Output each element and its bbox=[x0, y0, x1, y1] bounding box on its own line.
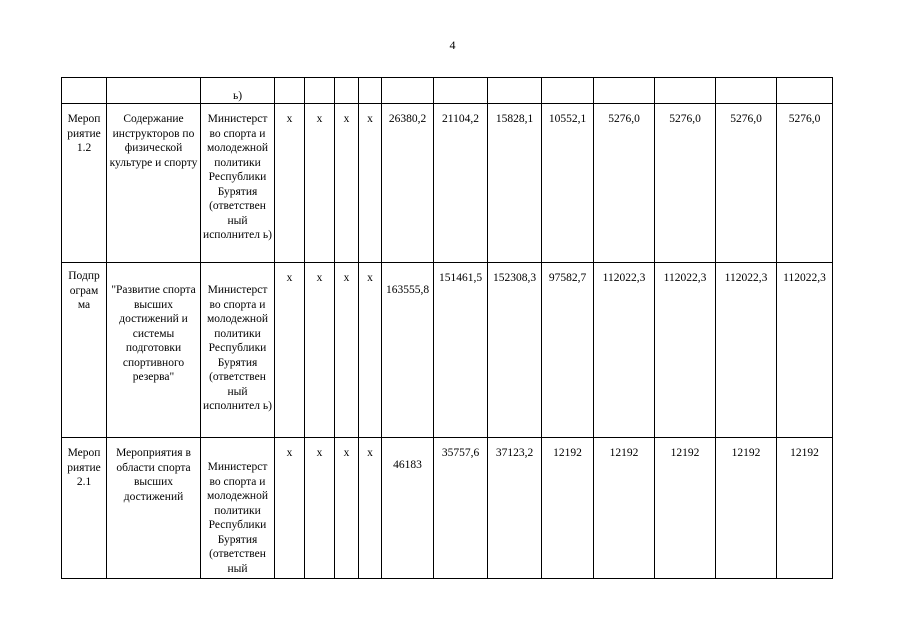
cell-code: Мероп риятие 2.1 bbox=[62, 438, 107, 579]
cell-year-3: 10552,1 bbox=[542, 104, 594, 263]
cell-year-4: 5276,0 bbox=[594, 104, 655, 263]
cell-x: x bbox=[359, 104, 382, 263]
cell-year-7: 12192 bbox=[777, 438, 833, 579]
cell-year-1: 21104,2 bbox=[434, 104, 488, 263]
cell-year-6: 12192 bbox=[716, 438, 777, 579]
cell-total: 46183 bbox=[382, 438, 434, 579]
cell-name: "Развитие спорта высших достижений и системы подготовки спортивного резерва" bbox=[107, 263, 201, 438]
cell-total: 26380,2 bbox=[382, 104, 434, 263]
cell-x: x bbox=[305, 104, 335, 263]
cell-year-7: 5276,0 bbox=[777, 104, 833, 263]
cell-year-5: 112022,3 bbox=[655, 263, 716, 438]
cell-x: x bbox=[305, 438, 335, 579]
cell-year-2: 15828,1 bbox=[488, 104, 542, 263]
cell-code bbox=[62, 78, 107, 104]
cell-x: x bbox=[359, 438, 382, 579]
budget-table bbox=[61, 77, 833, 579]
cell-code: Подпр ограм ма bbox=[62, 263, 107, 438]
cell-year-6: 112022,3 bbox=[716, 263, 777, 438]
cell-name bbox=[107, 78, 201, 104]
cell-year-3: 97582,7 bbox=[542, 263, 594, 438]
table-row bbox=[62, 438, 833, 579]
cell-executor: Министерст во спорта и молодежной политики Республики Бурятия (ответствен ный bbox=[201, 438, 275, 579]
cell-name: Содержание инструкторов по физической культуре и спорту bbox=[107, 104, 201, 263]
cell-year-2: 152308,3 bbox=[488, 263, 542, 438]
cell-x: x bbox=[275, 263, 305, 438]
cell-year-5: 5276,0 bbox=[655, 104, 716, 263]
cell-x: x bbox=[335, 263, 359, 438]
cell-year-1: 151461,5 bbox=[434, 263, 488, 438]
cell-x: x bbox=[335, 438, 359, 579]
cell-year-4: 12192 bbox=[594, 438, 655, 579]
cell-year-6: 5276,0 bbox=[716, 104, 777, 263]
cell-year-1: 35757,6 bbox=[434, 438, 488, 579]
page-number: 4 bbox=[449, 38, 456, 52]
cell-executor: Министерст во спорта и молодежной политики Республики Бурятия (ответствен ный исполнител ь) bbox=[201, 104, 275, 263]
table-row-continuation bbox=[62, 78, 833, 104]
cell-year-5: 12192 bbox=[655, 438, 716, 579]
cell-x: x bbox=[335, 104, 359, 263]
cell-year-4: 112022,3 bbox=[594, 263, 655, 438]
cell-code: Мероп риятие 1.2 bbox=[62, 104, 107, 263]
cell-x: x bbox=[305, 263, 335, 438]
table-row bbox=[62, 104, 833, 263]
cell-year-3: 12192 bbox=[542, 438, 594, 579]
cell-x: x bbox=[275, 438, 305, 579]
cell-year-2: 37123,2 bbox=[488, 438, 542, 579]
cell-x: x bbox=[275, 104, 305, 263]
cell-name: Мероприятия в области спорта высших достижений bbox=[107, 438, 201, 579]
cell-x: x bbox=[359, 263, 382, 438]
cell-executor: Министерст во спорта и молодежной политики Республики Бурятия (ответствен ный исполнител ь) bbox=[201, 263, 275, 438]
cell-year-7: 112022,3 bbox=[777, 263, 833, 438]
cell-executor: ь) bbox=[201, 78, 275, 104]
table-row bbox=[62, 263, 833, 438]
cell-total: 163555,8 bbox=[382, 263, 434, 438]
